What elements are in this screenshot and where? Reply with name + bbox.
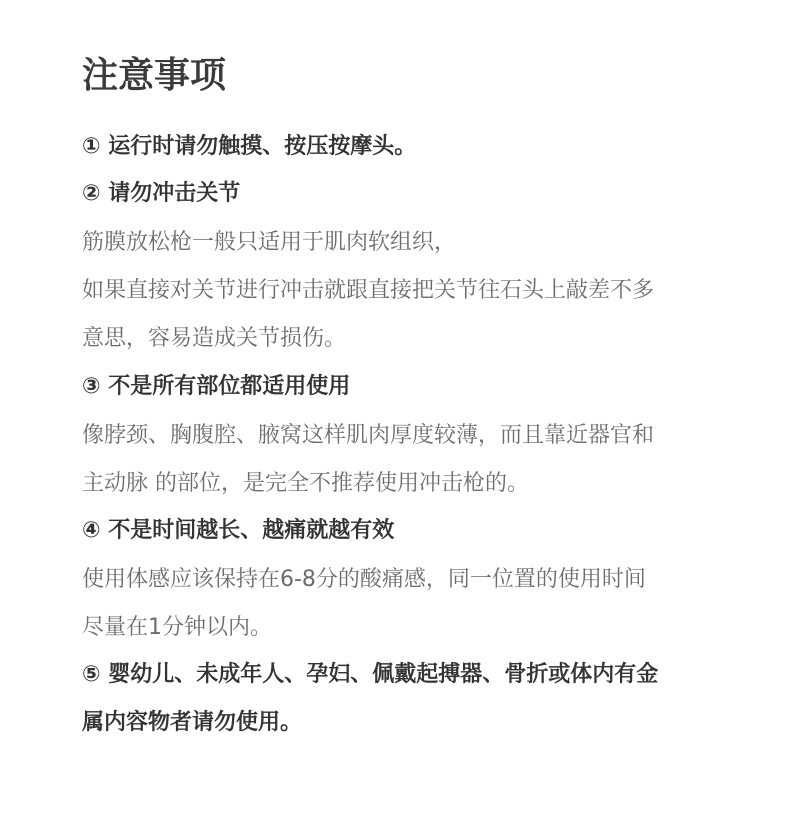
notice-item-2-text-line-3: 意思，容易造成关节损伤。	[82, 326, 347, 351]
notice-item-5-heading-line-1: ⑤ 婴幼儿、未成年人、孕妇、佩戴起搏器、骨折或体内有金	[82, 662, 659, 687]
notice-item-5-heading-line-2: 属内容物者请勿使用。	[82, 710, 303, 735]
notice-item-3-heading: ③ 不是所有部位都适用使用	[82, 374, 351, 399]
notice-item-3-text-line-1: 像脖颈、胸腹腔、腋窝这样肌肉厚度较薄，而且靠近器官和	[82, 423, 655, 448]
notice-item-2-text-line-1: 筋膜放松枪一般只适用于肌肉软组织，	[82, 230, 457, 255]
notice-item-1-heading: ① 运行时请勿触摸、按压按摩头。	[82, 134, 417, 159]
notice-item-4-heading: ④ 不是时间越长、越痛就越有效	[82, 518, 395, 543]
notice-item-2-text-line-2: 如果直接对关节进行冲击就跟直接把关节往石头上敲差不多	[82, 278, 655, 303]
notice-item-4-text-line-2: 尽量在1分钟以内。	[82, 615, 272, 640]
notice-item-4-text-line-1: 使用体感应该保持在6-8分的酸痛感，同一位置的使用时间	[82, 567, 646, 592]
page-title: 注意事项	[82, 55, 227, 96]
notice-item-3-text-line-2: 主动脉 的部位，是完全不推荐使用冲击枪的。	[82, 471, 529, 496]
notice-item-2-heading: ② 请勿冲击关节	[82, 181, 241, 206]
